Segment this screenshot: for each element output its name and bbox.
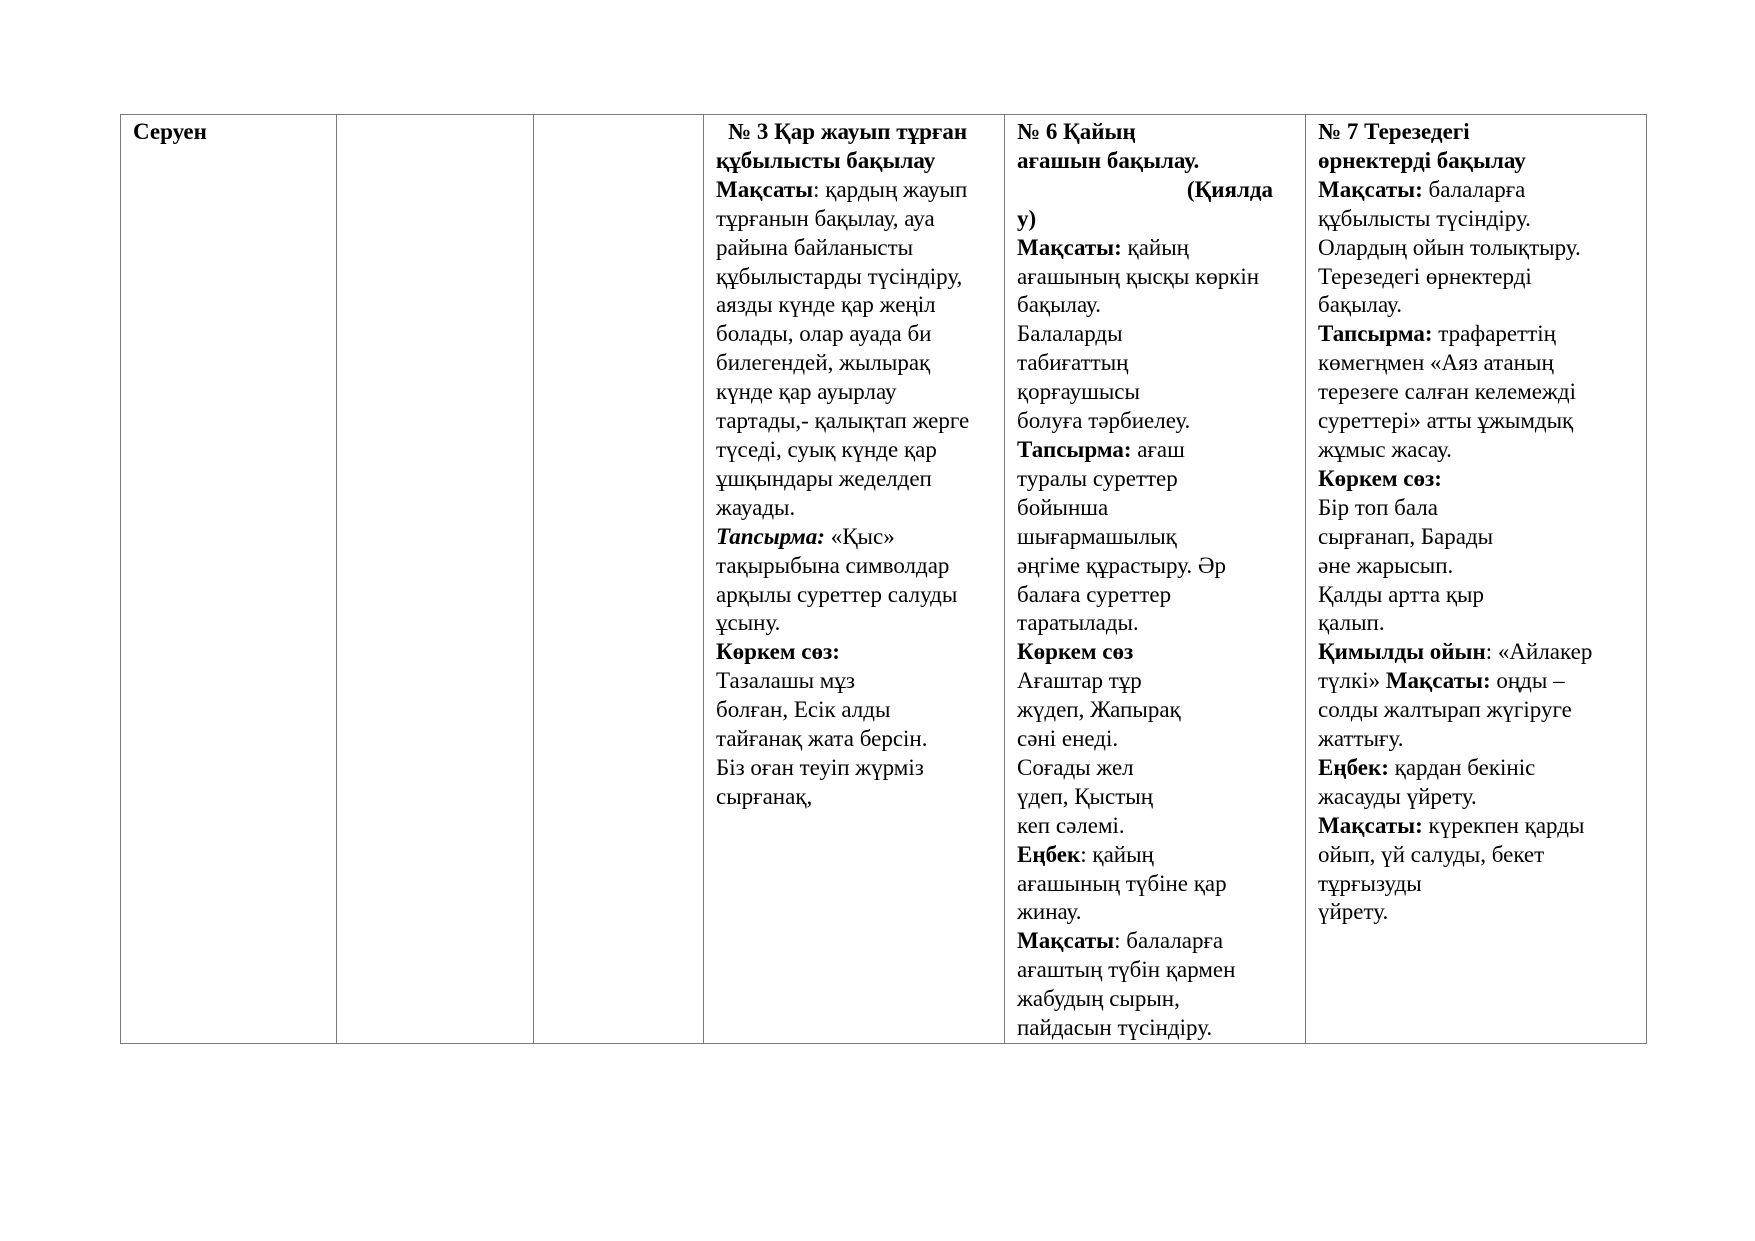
obs3-poem-line: сырғанақ, [716,783,813,809]
table-row [121,115,1647,1044]
obs6-goal-line: болуға тәрбиелеу. [1017,408,1191,434]
observation-6-cell [1005,115,1306,1044]
obs7-goal-line: Олардың ойын толықтыру. [1318,234,1581,260]
obs7-game-text: : «Айлакер [1485,639,1593,665]
obs3-goal-line: құбылыстарды түсіндіру, [716,263,963,289]
obs3-title-line1: № 3 Қар жауып тұрған [728,119,968,144]
obs7-task-line: жұмыс жасау. [1318,436,1452,462]
obs6-task-line: балаға суреттер [1017,581,1172,607]
obs3-task-label: Тапсырма: [716,523,825,549]
obs7-task-label: Тапсырма: [1318,321,1433,347]
obs3-task-line: тақырыбына символдар [716,552,950,578]
obs3-goal-line: : қардың жауып [813,176,968,202]
obs6-goal-line: Балаларды [1017,321,1123,347]
obs7-poem-line: қалып. [1318,610,1385,636]
obs7-game-goal-label: Мақсаты: [1385,668,1491,694]
obs6-goal2-line: ағаштың түбін қармен [1017,957,1236,983]
obs6-work-line: : қайың [1080,841,1154,867]
obs3-goal-line: ұшқындары жеделдеп [716,465,932,491]
obs7-poem-line: әне жарысып. [1318,552,1454,578]
obs3-goal-line: райына байланысты [716,234,914,260]
obs6-task-line: ағаш [1131,436,1185,462]
obs6-poem-line: сәні енеді. [1017,726,1119,752]
obs7-work-label: Еңбек: [1318,754,1389,780]
obs3-goal-line: тұрғанын бақылау, ауа [716,205,935,231]
obs3-goal-line: аязды күнде қар жеңіл [716,292,936,318]
obs7-poem-line: сырғанап, Барады [1318,523,1494,549]
obs7-work-line: жасауды үйрету. [1318,783,1477,809]
obs3-poem-line: Тазалашы мұз [716,668,855,694]
obs7-goal2-line: тұрғызуды [1318,870,1422,896]
obs3-poem-label: Көркем сөз: [716,639,840,665]
obs6-task-label: Тапсырма: [1017,436,1132,462]
obs6-title-line4: у) [1017,205,1037,231]
obs3-poem-line: Біз оған теуіп жүрміз [716,754,924,780]
obs7-poem-line: Бір топ бала [1318,494,1438,520]
obs7-poem-label: Көркем сөз: [1318,465,1442,491]
obs6-poem-line: кеп сәлемі. [1017,812,1125,838]
row-label-cell [121,115,337,1044]
obs6-task-line: бойынша [1017,494,1109,520]
obs7-title-line1: № 7 Терезедегі [1318,119,1470,144]
obs3-goal-line: күнде қар ауырлау [716,379,897,405]
obs6-task-line: таратылады. [1017,610,1139,636]
obs3-poem-line: болған, Есік алды [716,697,891,723]
empty-cell-2 [534,115,704,1044]
observation-7-cell [1306,115,1647,1044]
obs7-goal2-line: күрекпен қарды [1422,812,1585,838]
obs3-task-line: «Қыс» [824,523,895,549]
obs6-task-line: әңгіме құрастыру. Әр [1017,552,1226,578]
obs3-goal-line: түседі, суық күнде қар [716,436,937,462]
obs7-goal-label: Мақсаты: [1318,176,1423,202]
obs6-goal-line: табиғаттың [1017,350,1129,376]
obs6-goal2-label: Мақсаты [1017,928,1115,954]
obs7-game-line: солды жалтырап жүгіруге [1318,697,1572,723]
obs7-task-line: терезеге салған келемежді [1318,379,1576,405]
obs6-goal-line: қайың [1121,234,1189,260]
obs6-title-line1: № 6 Қайың [1017,119,1136,144]
obs7-goal2-label: Мақсаты: [1318,812,1423,838]
obs6-goal-line: бақылау. [1017,292,1102,318]
obs6-goal2-line: пайдасын түсіндіру. [1017,1015,1213,1041]
obs6-title-line3: (Қиялда [1186,176,1273,202]
obs7-game-line: жаттығу. [1318,726,1404,752]
obs7-title-line2: өрнектерді бақылау [1318,147,1526,173]
obs7-goal-line: бақылау. [1318,292,1403,318]
obs7-goal2-line: үйрету. [1318,899,1389,925]
obs3-task-line: ұсыну. [716,610,781,636]
obs7-game-label: Қимылды ойын [1318,639,1486,665]
obs7-game-line2: түлкі» [1318,668,1386,694]
obs7-goal-line: балаларға [1422,176,1526,202]
obs6-goal-label: Мақсаты: [1017,234,1122,260]
obs7-task-line: трафареттің [1432,321,1556,347]
obs6-goal2-line: : балаларға [1114,928,1224,954]
obs6-goal-line: ағашының қысқы көркін [1017,263,1260,289]
obs7-goal-line: құбылысты түсіндіру. [1318,205,1531,231]
obs6-poem-line: жүдеп, Жапырақ [1017,697,1181,723]
obs3-task-line: арқылы суреттер салуды [716,581,958,607]
obs7-goal2-line: ойып, үй салуды, бекет [1318,841,1545,867]
obs6-task-line: туралы суреттер [1017,465,1178,491]
obs6-poem-label: Көркем сөз [1017,639,1134,665]
obs7-game-goal-text: оңды – [1490,668,1565,694]
obs3-goal-line: тартады,- қалықтап жерге [716,408,970,434]
obs6-task-line: шығармашылық [1017,523,1177,549]
obs3-poem-line: тайғанақ жата берсін. [716,726,928,752]
row-label: Серуен [133,119,207,144]
obs7-task-line: суреттері» атты ұжымдық [1318,408,1574,434]
obs6-poem-line: Соғады жел [1017,754,1134,780]
obs3-goal-line: билегендей, жылырақ [716,350,931,376]
obs7-task-line: көмегңмен «Аяз атаның [1318,350,1554,376]
obs6-title-line2: ағашын бақылау. [1017,147,1200,173]
obs3-goal-line: болады, олар ауада би [716,321,932,347]
obs6-poem-line: Ағаштар тұр [1017,668,1142,694]
obs6-work-label: Еңбек [1017,841,1081,867]
plan-table [120,114,1647,1044]
obs3-goal-label: Мақсаты [716,176,814,202]
observation-3-cell [704,115,1005,1044]
obs3-title-line2: құбылысты бақылау [716,147,936,173]
obs6-poem-line: үдеп, Қыстың [1017,783,1154,809]
obs6-goal-line: қорғаушысы [1017,379,1140,405]
obs6-work-line: жинау. [1017,899,1082,925]
obs7-work-line: қардан бекініс [1388,754,1536,780]
obs3-goal-line: жауады. [716,494,796,520]
obs7-goal-line: Терезедегі өрнектерді [1318,263,1532,289]
empty-cell-1 [337,115,534,1044]
obs7-poem-line: Қалды артта қыр [1318,581,1485,607]
obs6-goal2-line: жабудың сырын, [1017,986,1180,1012]
obs6-work-line: ағашының түбіне қар [1017,870,1227,896]
